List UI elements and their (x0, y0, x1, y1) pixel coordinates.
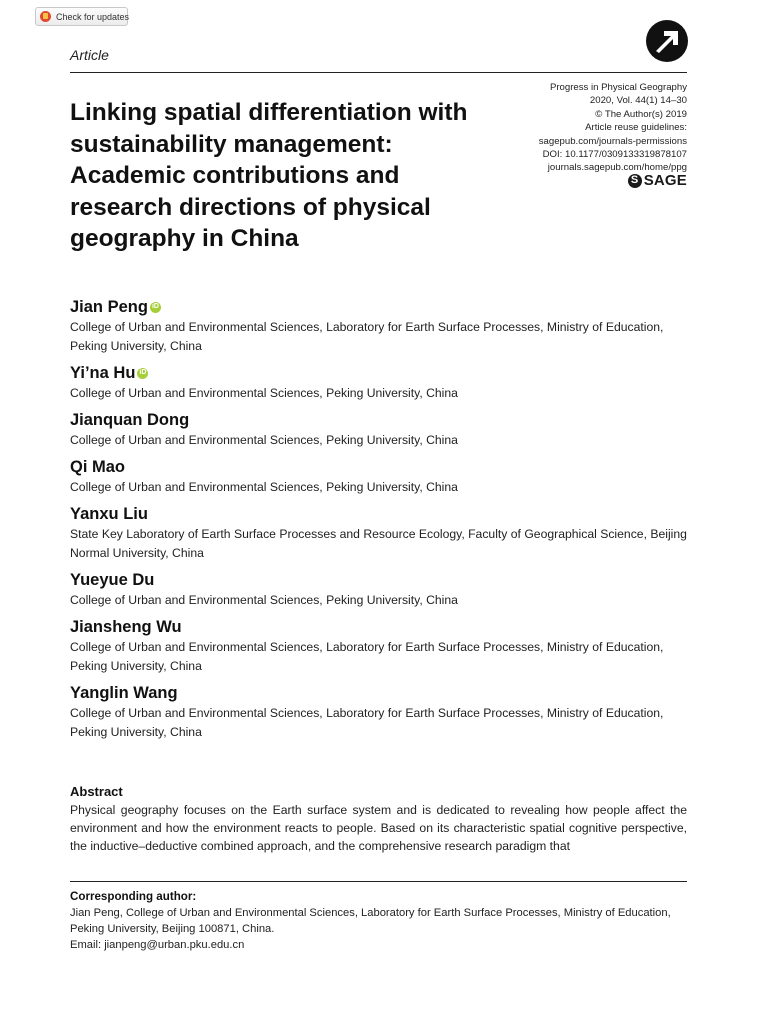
author-affiliation: State Key Laboratory of Earth Surface Processes and Resource Ecology, Faculty of Geographical Science, Beijing Normal University, China (70, 527, 687, 560)
author-name: Qi Mao (70, 458, 126, 476)
sage-logo (628, 172, 687, 189)
author-name: Yi’na Hu (70, 364, 136, 382)
header-rule (70, 72, 687, 73)
author-list (70, 296, 690, 748)
footnote-rule (70, 881, 687, 882)
journal-info (487, 81, 687, 175)
journal-doi[interactable]: DOI: 10.1177/0309133319878107 (542, 149, 687, 161)
journal-reuse: Article reuse guidelines: (585, 122, 687, 134)
author-name-wrapper (70, 362, 690, 384)
journal-homepage-link[interactable]: journals.sagepub.com/home/ppg (547, 162, 687, 174)
author-affiliation: College of Urban and Environmental Sciences, Peking University, China (70, 593, 458, 607)
sage-s-icon: S (628, 174, 642, 188)
corresponding-email[interactable]: Email: jianpeng@urban.pku.edu.cn (70, 939, 245, 951)
author-entry (70, 503, 690, 563)
journal-name: Progress in Physical Geography (549, 82, 687, 93)
author-affiliation: College of Urban and Environmental Sciences, Laboratory for Earth Surface Processes, Ministry of Education, Peking University, China (70, 706, 664, 739)
author-entry (70, 296, 690, 356)
author-affiliation: College of Urban and Environmental Sciences, Peking University, China (70, 386, 458, 400)
author-affiliation: College of Urban and Environmental Sciences, Peking University, China (70, 480, 458, 494)
journal-arrow-logo-icon (646, 20, 688, 62)
article-type-label: Article (70, 47, 109, 63)
corresponding-address: Jian Peng, College of Urban and Environmental Sciences, Laboratory for Earth Surface Processes, Ministry of Education, Peking University, Beijing 100871, China. (70, 907, 671, 935)
author-name: Jianquan Dong (70, 411, 190, 429)
author-name: Yanglin Wang (70, 684, 178, 702)
author-name: Yueyue Du (70, 571, 155, 589)
orcid-icon[interactable]: iD (150, 302, 161, 313)
check-for-updates-button[interactable] (35, 7, 128, 26)
author-entry (70, 456, 690, 497)
author-entry (70, 616, 690, 676)
journal-volume: 2020, Vol. 44(1) 14–30 (589, 95, 687, 107)
author-affiliation: College of Urban and Environmental Sciences, Laboratory for Earth Surface Processes, Ministry of Education, Peking University, China (70, 640, 664, 673)
check-updates-icon (40, 11, 51, 22)
author-entry (70, 569, 690, 610)
author-entry (70, 409, 690, 450)
author-affiliation: College of Urban and Environmental Sciences, Laboratory for Earth Surface Processes, Ministry of Education, Peking University, China (70, 320, 664, 353)
author-affiliation: College of Urban and Environmental Sciences, Peking University, China (70, 433, 458, 447)
author-name: Jiansheng Wu (70, 618, 182, 636)
check-updates-label: Check for updates (56, 11, 130, 22)
journal-reuse-link[interactable]: sagepub.com/journals-permissions (538, 135, 687, 147)
abstract-section (70, 783, 687, 855)
sage-logo-text: SAGE (643, 172, 687, 189)
author-name-wrapper (70, 296, 690, 318)
orcid-icon[interactable]: iD (137, 368, 148, 379)
author-entry (70, 682, 690, 742)
abstract-text: Physical geography focuses on the Earth surface system and is dedicated to revealing how people affect the environment and how the environment reacts to people. Based on its characteristic spatial cognitive perspective, the inductive–deductive combined approach, and the comprehensive research paradigm that (70, 803, 687, 853)
journal-copyright: © The Author(s) 2019 (595, 108, 687, 120)
author-entry (70, 362, 690, 403)
abstract-heading: Abstract (70, 784, 123, 799)
author-name: Yanxu Liu (70, 505, 148, 523)
article-title: Linking spatial differentiation with sustainability management: Academic contributions and research directions of physical geography in China (70, 99, 468, 252)
corresponding-heading: Corresponding author: (70, 890, 197, 903)
author-name: Jian Peng (70, 298, 148, 316)
corresponding-author-note (70, 889, 687, 953)
